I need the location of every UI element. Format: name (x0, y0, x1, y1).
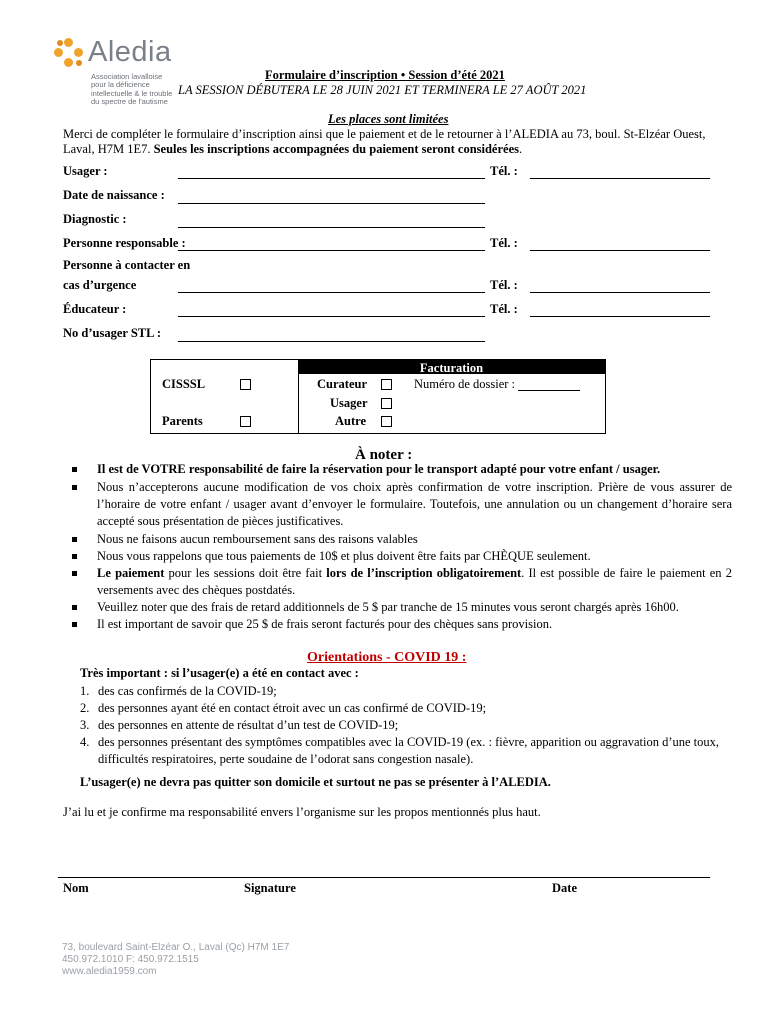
tagline-line: pour la déficience (91, 80, 150, 90)
usager-tel-field[interactable] (530, 178, 710, 179)
confirmation-text: J’ai lu et je confirme ma responsabilité envers l’organisme sur les propos mentionnés plus haut. (63, 805, 541, 819)
item-number: 1. (80, 684, 90, 698)
aledia-logo (52, 36, 173, 116)
signature-line[interactable] (58, 877, 710, 878)
item-number: 4. (80, 735, 90, 749)
parents-label: Parents (162, 414, 203, 428)
item-text: des personnes présentant des symptômes compatibles avec la COVID-19 (ex. : fièvre, apparition ou aggravation d’une toux, difficultés respiratoires, perte soudaine de l’odorat sans congestion nasale). (98, 735, 720, 766)
label-contact-urgence-2: cas d’urgence (63, 278, 137, 292)
tagline-line: du spectre de l'autisme (91, 97, 168, 107)
label-date-naissance: Date de naissance : (63, 188, 165, 202)
dossier-label: Numéro de dossier : (414, 377, 516, 391)
item-number: 3. (80, 718, 90, 732)
label-tel: Tél. : (490, 302, 518, 316)
label-diagnostic: Diagnostic : (63, 212, 127, 226)
autre-label: Autre (335, 414, 367, 428)
diagnostic-field[interactable] (178, 227, 485, 228)
date-naissance-field[interactable] (178, 203, 485, 204)
logo-tagline (91, 73, 181, 107)
facturation-heading: Facturation (298, 360, 605, 374)
intro-plain: Merci de compléter le formulaire d’inscription ainsi que le paiement et de le retourner à l’ALEDIA au 73, boul. St-Elzéar Ouest, Laval, H7M 1E7. (63, 127, 706, 156)
date-label: Date (552, 881, 577, 895)
footer-address-block (62, 942, 289, 978)
curateur-checkbox[interactable] (381, 379, 392, 390)
label-no-usager: No d’usager STL : (63, 326, 162, 340)
covid-title: Orientations - COVID 19 : (307, 650, 467, 665)
no-usager-field[interactable] (178, 341, 485, 342)
session-dates: LA SESSION DÉBUTERA LE 28 JUIN 2021 ET TERMINERA LE 27 AOÛT 2021 (178, 83, 587, 97)
educateur-tel-field[interactable] (530, 316, 710, 317)
cisssl-label: CISSSL (162, 377, 206, 391)
bullet-icon (72, 571, 77, 576)
logo-petal (64, 38, 73, 47)
logo-petal (76, 60, 82, 66)
note-text: Veuillez noter que des frais de retard additionnels de 5 $ par tranche de 15 minutes vous seront chargés après 16h00. (97, 600, 679, 614)
responsable-field[interactable] (178, 250, 485, 251)
covid-warning: L’usager(e) ne devra pas quitter son domicile et surtout ne pas se présenter à l’ALEDIA. (80, 775, 551, 789)
notes-title: À noter : (355, 447, 413, 463)
responsable-tel-field[interactable] (530, 250, 710, 251)
logo-petal (57, 40, 63, 46)
contact-tel-field[interactable] (530, 292, 710, 293)
note-text: Il est de VOTRE responsabilité de faire la réservation pour le transport adapté pour votre enfant / usager. (97, 462, 661, 476)
note-text: Nous ne faisons aucun remboursement sans des raisons valables (97, 532, 418, 546)
covid-lead: Très important : si l’usager(e) a été en contact avec : (80, 666, 359, 680)
bullet-icon (72, 467, 77, 472)
item-text: des cas confirmés de la COVID-19; (98, 684, 277, 698)
form-title: Formulaire d’inscription • Session d’été 2021 (265, 68, 505, 82)
intro-end: . (519, 142, 523, 156)
label-tel: Tél. : (490, 236, 518, 250)
payment-bold-2: lors de l’inscription obligatoirement (326, 566, 522, 580)
educateur-field[interactable] (178, 316, 485, 317)
contact-urgence-field[interactable] (178, 292, 485, 293)
intro-text (63, 127, 723, 157)
label-tel: Tél. : (490, 278, 518, 292)
note-text-payment (97, 565, 732, 599)
footer-website: www.aledia1959.com (62, 966, 157, 977)
curateur-label: Curateur (317, 377, 367, 391)
parents-checkbox[interactable] (240, 416, 251, 427)
usager-billing-label: Usager (330, 396, 368, 410)
cisssl-checkbox[interactable] (240, 379, 251, 390)
intro-bold: Seules les inscriptions accompagnées du paiement seront considérées (153, 142, 519, 156)
bullet-icon (72, 622, 77, 627)
note-text: Il est important de savoir que 25 $ de frais seront facturés pour des chèques sans provision. (97, 617, 553, 631)
note-text: Nous n’accepterons aucune modification de vos choix après confirmation de votre inscription. Prière de vous assurer de l’horaire de votre enfant / usager avant d’envoyer le formulaire. Toutefois, une annulation ou un changement d’horaire sera accepté sous présentation de pièces justificatives. (97, 480, 732, 528)
payment-end: . Il est possible de faire le paiement en 2 versements avec des chèques postdatés. (97, 566, 732, 597)
usager-field[interactable] (178, 178, 485, 179)
footer-phones: 450.972.1010 F: 450.972.1515 (62, 954, 199, 965)
autre-checkbox[interactable] (381, 416, 392, 427)
usager-checkbox[interactable] (381, 398, 392, 409)
label-contact-urgence: Personne à contacter en (63, 258, 191, 272)
item-text: des personnes en attente de résultat d’un test de COVID-19; (98, 718, 399, 732)
payment-bold: Le paiement (97, 566, 165, 580)
item-number: 2. (80, 701, 90, 715)
label-responsable: Personne responsable : (63, 236, 186, 250)
note-text: Nous vous rappelons que tous paiements de 10$ et plus doivent être faits par CHÈQUE seulement. (97, 549, 591, 563)
logo-petal (64, 58, 73, 67)
label-tel: Tél. : (490, 164, 518, 178)
bullet-icon (72, 537, 77, 542)
bullet-icon (72, 605, 77, 610)
limited-places: Les places sont limitées (328, 112, 449, 126)
label-educateur: Éducateur : (63, 302, 127, 316)
nom-label: Nom (63, 881, 89, 895)
bullet-icon (72, 485, 77, 490)
tagline-line: intellectuelle & le trouble (91, 88, 173, 98)
facturation-table (150, 359, 606, 434)
item-text: des personnes ayant été en contact étroit avec un cas confirmé de COVID-19; (98, 701, 487, 715)
logo-brand: Aledia (88, 36, 172, 68)
tagline-line: Association lavalloise (91, 72, 163, 81)
label-usager: Usager : (63, 164, 108, 178)
footer-address: 73, boulevard Saint-Elzéar O., Laval (Qc) H7M 1E7 (62, 942, 290, 953)
dossier-field[interactable] (518, 390, 580, 391)
logo-petal (54, 48, 63, 57)
payment-mid: pour les sessions doit être fait (164, 566, 327, 580)
bullet-icon (72, 554, 77, 559)
signature-label: Signature (244, 881, 296, 895)
logo-petal (74, 48, 83, 57)
